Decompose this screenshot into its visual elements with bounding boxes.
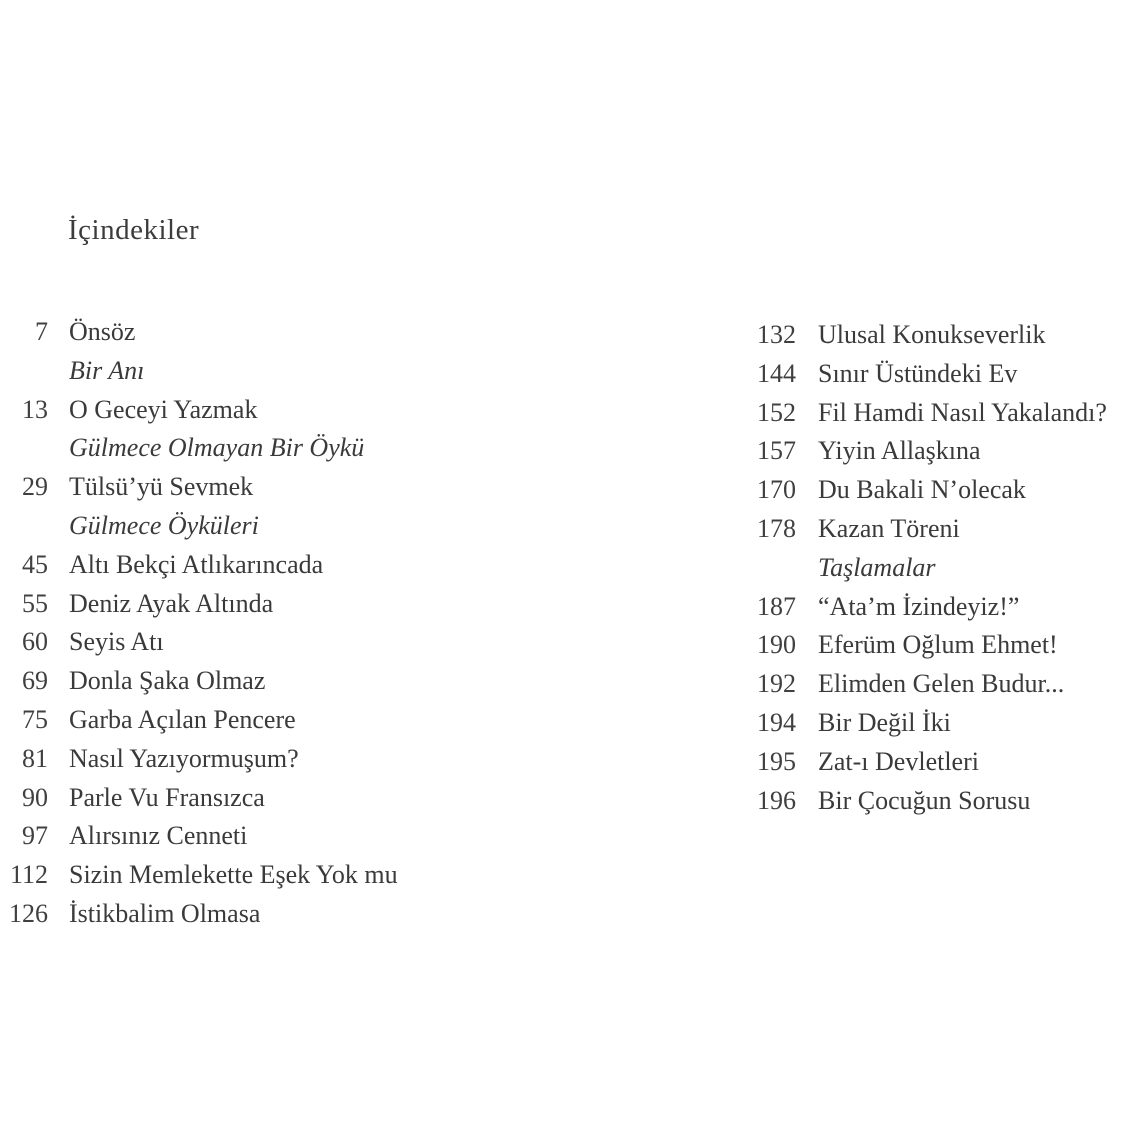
toc-page-number: 195 <box>757 746 796 776</box>
toc-entry-label: Deniz Ayak Altında <box>69 588 274 618</box>
toc-entry <box>720 704 1107 743</box>
toc-entry-label: Zat-ı Devletleri <box>818 746 979 776</box>
toc-page-number: 194 <box>757 707 796 737</box>
toc-entry <box>720 432 1107 471</box>
toc-right-column <box>720 316 1107 820</box>
toc-entry-label: Garba Açılan Pencere <box>69 704 296 734</box>
toc-page-number: 69 <box>22 666 48 696</box>
toc-entry <box>720 510 1107 549</box>
toc-page-number: 112 <box>9 860 48 890</box>
toc-page-number: 190 <box>757 630 796 660</box>
toc-entry <box>0 391 398 430</box>
toc-section-label: Bir Anı <box>69 355 145 385</box>
toc-page-number: 55 <box>22 588 48 618</box>
toc-page-number: 170 <box>757 475 796 505</box>
toc-entry-label: Elimden Gelen Budur... <box>818 669 1065 699</box>
toc-section-label: Taşlamalar <box>818 552 936 582</box>
toc-page-number: 7 <box>35 317 48 346</box>
toc-entry-label: Du Bakali N’olecak <box>818 475 1026 505</box>
toc-entry-label: Yiyin Allaşkına <box>818 436 981 466</box>
toc-entry <box>0 895 398 934</box>
toc-entry <box>0 468 398 507</box>
toc-entry-label: Donla Şaka Olmaz <box>69 666 266 696</box>
toc-section-label: Gülmece Öyküleri <box>69 510 259 540</box>
toc-entry-label: Parle Vu Fransızca <box>69 782 265 812</box>
toc-entry <box>720 665 1107 704</box>
toc-entry-label: Eferüm Oğlum Ehmet! <box>818 630 1058 660</box>
toc-page-number: 192 <box>757 669 796 699</box>
toc-page-number: 187 <box>757 591 796 621</box>
toc-entry <box>0 313 398 352</box>
toc-entry-label: Bir Çocuğun Sorusu <box>818 785 1031 815</box>
toc-entry-label: Nasıl Yazıyormuşum? <box>69 743 299 773</box>
toc-entry-label: Önsöz <box>69 317 136 346</box>
toc-entry <box>720 355 1107 394</box>
page-title: İçindekiler <box>68 214 200 246</box>
toc-page-number: 126 <box>9 898 48 928</box>
toc-page-number: 60 <box>22 627 48 657</box>
toc-entry-label: Kazan Töreni <box>818 513 960 543</box>
toc-entry-label: “Ata’m İzindeyiz!” <box>818 591 1020 621</box>
toc-entry <box>720 394 1107 433</box>
toc-section-label: Gülmece Olmayan Bir Öykü <box>69 433 365 463</box>
toc-page-number: 144 <box>757 358 796 388</box>
toc-entry <box>720 588 1107 627</box>
toc-section-heading <box>720 549 1107 588</box>
toc-entry-label: Ulusal Konukseverlik <box>818 320 1046 349</box>
toc-page-number: 132 <box>757 320 796 349</box>
toc-entry <box>0 662 398 701</box>
toc-entry <box>0 623 398 662</box>
toc-page-number: 75 <box>22 704 48 734</box>
toc-entry-label: Sınır Üstündeki Ev <box>818 358 1018 388</box>
toc-entry <box>0 856 398 895</box>
toc-page-number: 81 <box>22 743 48 773</box>
toc-page-number: 97 <box>22 821 48 851</box>
toc-entry <box>0 817 398 856</box>
toc-entry-label: Fil Hamdi Nasıl Yakalandı? <box>818 397 1107 427</box>
toc-section-heading <box>0 352 398 391</box>
toc-section-heading <box>0 429 398 468</box>
toc-section-heading <box>0 507 398 546</box>
toc-entry-label: O Geceyi Yazmak <box>69 394 258 424</box>
toc-entry <box>720 626 1107 665</box>
toc-entry <box>720 743 1107 782</box>
toc-entry <box>720 782 1107 821</box>
toc-page-number: 152 <box>757 397 796 427</box>
toc-entry-label: Alırsınız Cenneti <box>69 821 248 851</box>
toc-page-number: 90 <box>22 782 48 812</box>
toc-entry <box>0 701 398 740</box>
toc-entry <box>720 471 1107 510</box>
toc-left-column <box>0 313 398 934</box>
toc-entry <box>0 585 398 624</box>
toc-page-number: 45 <box>22 549 48 579</box>
toc-page-number: 196 <box>757 785 796 815</box>
toc-page-number: 157 <box>757 436 796 466</box>
toc-page-number: 29 <box>22 472 48 502</box>
toc-entry-label: Tülsü’yü Sevmek <box>69 472 254 502</box>
toc-entry <box>0 779 398 818</box>
toc-entry-label: Bir Değil İki <box>818 707 951 737</box>
toc-entry <box>0 546 398 585</box>
toc-entry-label: İstikbalim Olmasa <box>69 898 261 928</box>
toc-page-number: 178 <box>757 513 796 543</box>
toc-page-number: 13 <box>22 394 48 424</box>
toc-entry-label: Seyis Atı <box>69 627 164 657</box>
toc-entry <box>0 740 398 779</box>
toc-entry <box>720 316 1107 355</box>
toc-entry-label: Altı Bekçi Atlıkarıncada <box>69 549 324 579</box>
toc-entry-label: Sizin Memlekette Eşek Yok mu <box>69 860 398 890</box>
